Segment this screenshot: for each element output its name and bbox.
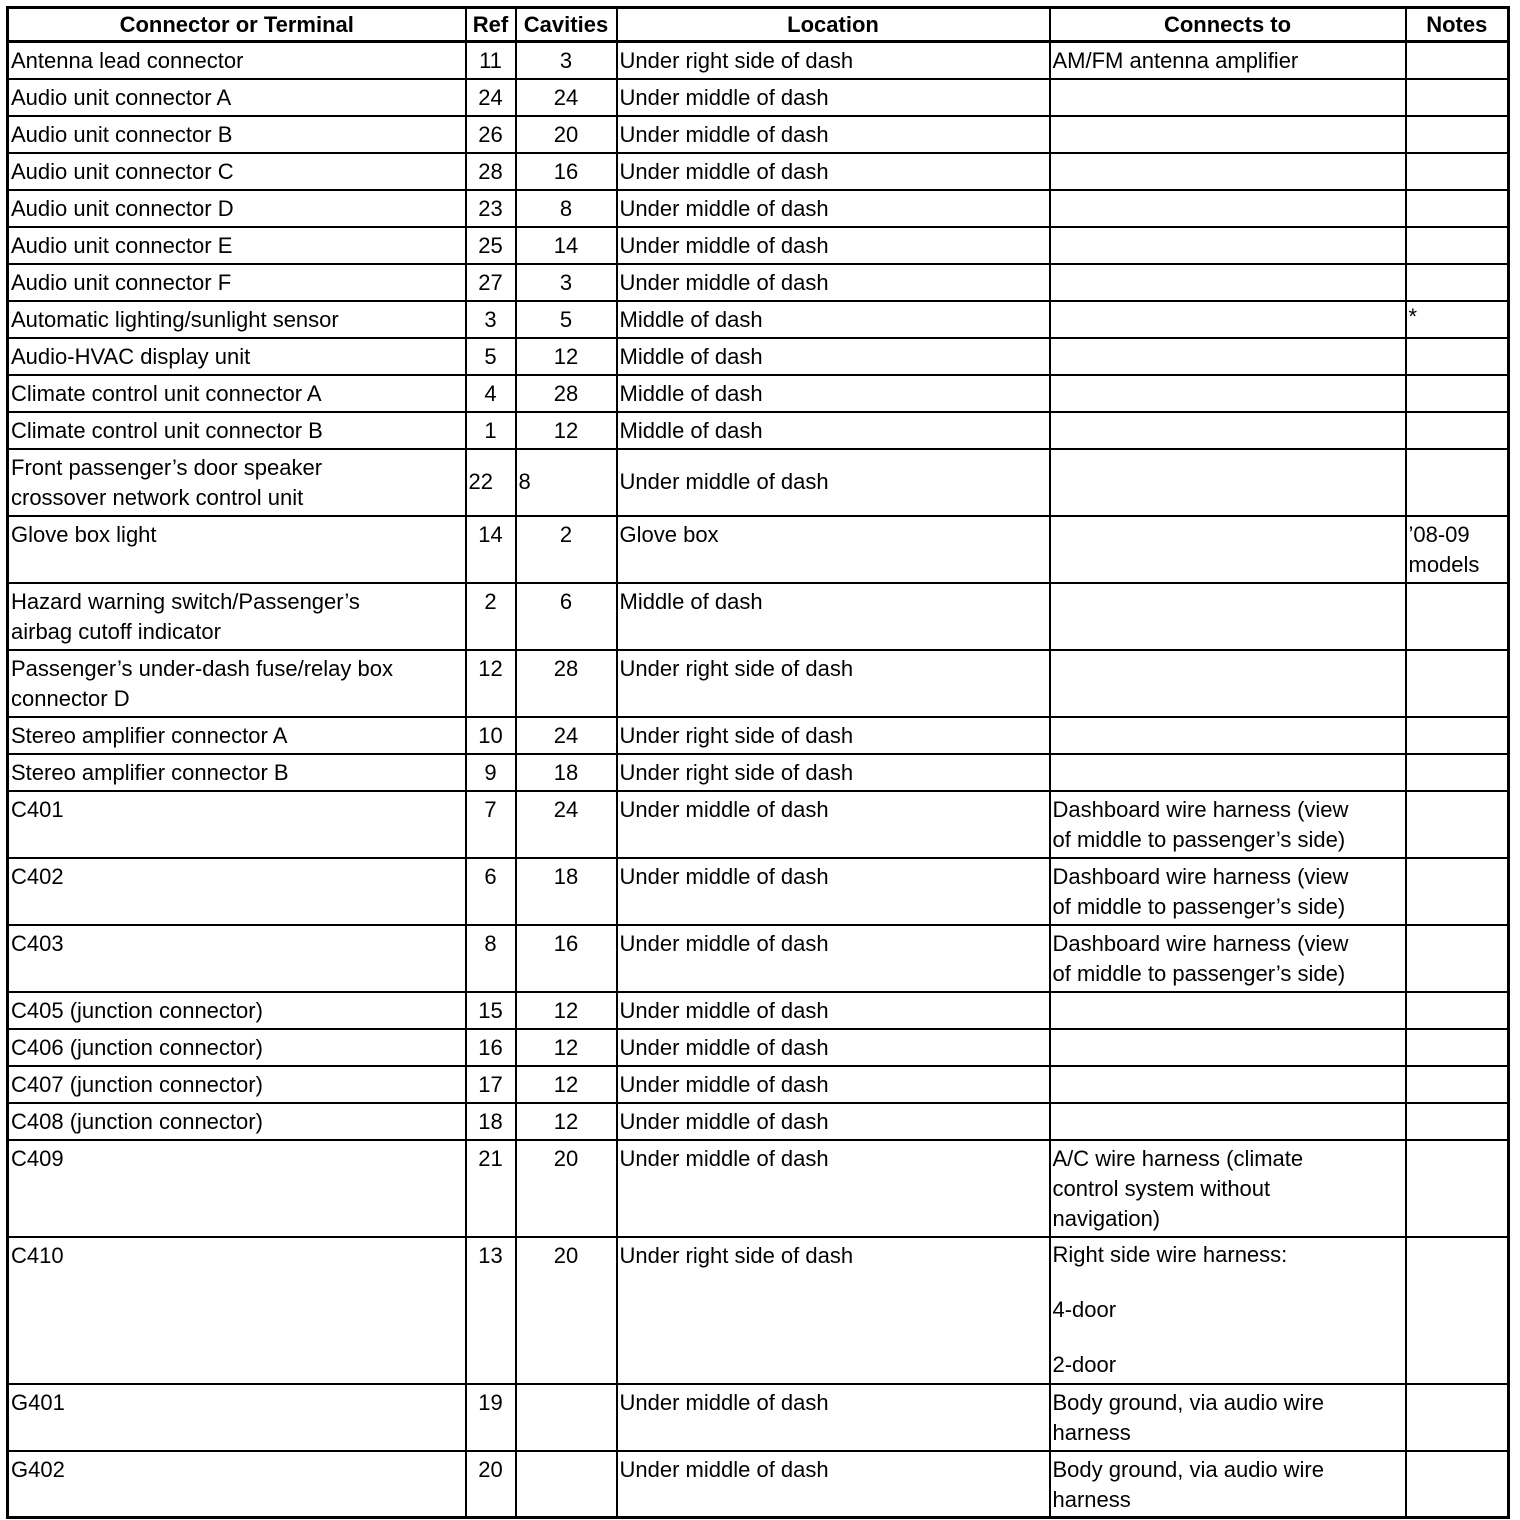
cell-location: Under middle of dash <box>617 1140 1050 1237</box>
cell-connector: Glove box light <box>8 516 466 583</box>
cell-connects-to <box>1050 754 1406 791</box>
cell-location: Under right side of dash <box>617 754 1050 791</box>
table-row <box>8 116 1509 153</box>
cell-cavities: 20 <box>516 1237 617 1384</box>
cell-connector: C410 <box>8 1237 466 1384</box>
header-notes: Notes <box>1406 8 1509 42</box>
cell-notes: ’08-09 models <box>1406 516 1509 583</box>
cell-notes <box>1406 992 1509 1029</box>
cell-notes <box>1406 153 1509 190</box>
table-row <box>8 858 1509 925</box>
table-header <box>8 8 1509 42</box>
cell-ref: 24 <box>466 79 516 116</box>
cell-location: Under middle of dash <box>617 1451 1050 1518</box>
cell-location: Under middle of dash <box>617 116 1050 153</box>
cell-connects-to: Dashboard wire harness (view of middle to passenger’s side) <box>1050 925 1406 992</box>
cell-cavities: 12 <box>516 338 617 375</box>
cell-location: Under right side of dash <box>617 650 1050 717</box>
cell-connector: Climate control unit connector B <box>8 412 466 449</box>
cell-connector: C408 (junction connector) <box>8 1103 466 1140</box>
cell-connector: C407 (junction connector) <box>8 1066 466 1103</box>
cell-connects-to <box>1050 650 1406 717</box>
cell-notes <box>1406 190 1509 227</box>
cell-location: Under middle of dash <box>617 264 1050 301</box>
cell-notes <box>1406 375 1509 412</box>
cell-cavities: 12 <box>516 1103 617 1140</box>
cell-cavities: 16 <box>516 153 617 190</box>
cell-connector: Audio-HVAC display unit <box>8 338 466 375</box>
cell-connects-to <box>1050 79 1406 116</box>
cell-ref: 19 <box>466 1384 516 1451</box>
cell-cavities: 18 <box>516 754 617 791</box>
cell-connects-to <box>1050 375 1406 412</box>
cell-location: Middle of dash <box>617 301 1050 338</box>
cell-cavities: 24 <box>516 717 617 754</box>
cell-connects-to: Dashboard wire harness (view of middle to passenger’s side) <box>1050 858 1406 925</box>
cell-ref: 3 <box>466 301 516 338</box>
cell-cavities: 8 <box>516 449 617 516</box>
cell-location: Middle of dash <box>617 338 1050 375</box>
table-body <box>8 42 1509 1518</box>
connector-table <box>6 6 1510 1519</box>
cell-location: Under middle of dash <box>617 1103 1050 1140</box>
cell-cavities: 24 <box>516 791 617 858</box>
table-row <box>8 754 1509 791</box>
table-row <box>8 1029 1509 1066</box>
header-connector: Connector or Terminal <box>8 8 466 42</box>
cell-notes <box>1406 338 1509 375</box>
cell-cavities: 28 <box>516 650 617 717</box>
cell-ref: 15 <box>466 992 516 1029</box>
table-row <box>8 227 1509 264</box>
cell-connects-to <box>1050 338 1406 375</box>
cell-notes <box>1406 754 1509 791</box>
cell-ref: 25 <box>466 227 516 264</box>
cell-connector: Audio unit connector D <box>8 190 466 227</box>
cell-cavities: 28 <box>516 375 617 412</box>
cell-ref: 21 <box>466 1140 516 1237</box>
cell-cavities: 6 <box>516 583 617 650</box>
cell-cavities: 12 <box>516 1066 617 1103</box>
cell-ref: 4 <box>466 375 516 412</box>
cell-connector: Stereo amplifier connector B <box>8 754 466 791</box>
cell-connects-to: A/C wire harness (climate control system without navigation) <box>1050 1140 1406 1237</box>
cell-location: Under middle of dash <box>617 227 1050 264</box>
cell-connects-to: Right side wire harness: 4-door 2-door <box>1050 1237 1406 1384</box>
cell-cavities <box>516 1451 617 1518</box>
cell-connects-to <box>1050 449 1406 516</box>
cell-connector: C402 <box>8 858 466 925</box>
cell-connector: Audio unit connector C <box>8 153 466 190</box>
cell-ref: 23 <box>466 190 516 227</box>
cell-connects-to <box>1050 583 1406 650</box>
cell-connects-to <box>1050 412 1406 449</box>
cell-ref: 1 <box>466 412 516 449</box>
cell-cavities: 8 <box>516 190 617 227</box>
cell-location: Middle of dash <box>617 375 1050 412</box>
table-row <box>8 375 1509 412</box>
cell-connects-to <box>1050 516 1406 583</box>
cell-notes: * <box>1406 301 1509 338</box>
table-row <box>8 1066 1509 1103</box>
table-row <box>8 338 1509 375</box>
cell-location: Under middle of dash <box>617 1066 1050 1103</box>
cell-ref: 7 <box>466 791 516 858</box>
cell-ref: 13 <box>466 1237 516 1384</box>
cell-notes <box>1406 791 1509 858</box>
cell-notes <box>1406 1140 1509 1237</box>
cell-connector: C403 <box>8 925 466 992</box>
cell-location: Middle of dash <box>617 412 1050 449</box>
cell-cavities: 3 <box>516 42 617 79</box>
table-row <box>8 1237 1509 1384</box>
cell-connector: Hazard warning switch/Passenger’s airbag cutoff indicator <box>8 583 466 650</box>
cell-notes <box>1406 42 1509 79</box>
cell-ref: 28 <box>466 153 516 190</box>
cell-connector: Climate control unit connector A <box>8 375 466 412</box>
cell-location: Under right side of dash <box>617 42 1050 79</box>
cell-notes <box>1406 79 1509 116</box>
cell-notes <box>1406 1237 1509 1384</box>
table-row <box>8 301 1509 338</box>
cell-notes <box>1406 858 1509 925</box>
cell-cavities: 16 <box>516 925 617 992</box>
cell-connector: G402 <box>8 1451 466 1518</box>
cell-connects-to <box>1050 116 1406 153</box>
table-row <box>8 717 1509 754</box>
cell-notes <box>1406 1066 1509 1103</box>
cell-connects-to <box>1050 1029 1406 1066</box>
cell-ref: 22 <box>466 449 516 516</box>
cell-location: Under right side of dash <box>617 717 1050 754</box>
cell-ref: 18 <box>466 1103 516 1140</box>
cell-notes <box>1406 717 1509 754</box>
cell-cavities: 2 <box>516 516 617 583</box>
cell-connects-to <box>1050 190 1406 227</box>
cell-notes <box>1406 650 1509 717</box>
cell-connector: Passenger’s under-dash fuse/relay box connector D <box>8 650 466 717</box>
cell-location: Under middle of dash <box>617 449 1050 516</box>
cell-connector: Audio unit connector E <box>8 227 466 264</box>
table-row <box>8 791 1509 858</box>
cell-connects-to <box>1050 1066 1406 1103</box>
table-row <box>8 42 1509 79</box>
cell-connector: Front passenger’s door speaker crossover network control unit <box>8 449 466 516</box>
header-ref: Ref <box>466 8 516 42</box>
cell-ref: 14 <box>466 516 516 583</box>
cell-connector: Automatic lighting/sunlight sensor <box>8 301 466 338</box>
cell-notes <box>1406 412 1509 449</box>
table-row <box>8 1103 1509 1140</box>
cell-ref: 2 <box>466 583 516 650</box>
table-row <box>8 449 1509 516</box>
cell-connects-to <box>1050 264 1406 301</box>
cell-ref: 8 <box>466 925 516 992</box>
cell-connector: Audio unit connector F <box>8 264 466 301</box>
cell-connector: C405 (junction connector) <box>8 992 466 1029</box>
cell-location: Under middle of dash <box>617 925 1050 992</box>
cell-location: Under middle of dash <box>617 791 1050 858</box>
cell-ref: 12 <box>466 650 516 717</box>
table-row <box>8 190 1509 227</box>
cell-connects-to <box>1050 1103 1406 1140</box>
cell-cavities: 12 <box>516 1029 617 1066</box>
cell-ref: 9 <box>466 754 516 791</box>
cell-location: Glove box <box>617 516 1050 583</box>
header-cavities: Cavities <box>516 8 617 42</box>
header-row <box>8 8 1509 42</box>
table-row <box>8 1451 1509 1518</box>
table-row <box>8 583 1509 650</box>
cell-connects-to: Dashboard wire harness (view of middle to passenger’s side) <box>1050 791 1406 858</box>
cell-notes <box>1406 227 1509 264</box>
cell-ref: 17 <box>466 1066 516 1103</box>
cell-connector: Audio unit connector B <box>8 116 466 153</box>
cell-ref: 27 <box>466 264 516 301</box>
table-row <box>8 992 1509 1029</box>
cell-location: Under middle of dash <box>617 992 1050 1029</box>
header-connects-to: Connects to <box>1050 8 1406 42</box>
cell-cavities: 24 <box>516 79 617 116</box>
cell-notes <box>1406 1451 1509 1518</box>
cell-ref: 6 <box>466 858 516 925</box>
cell-location: Under right side of dash <box>617 1237 1050 1384</box>
cell-connects-to <box>1050 992 1406 1029</box>
cell-cavities: 20 <box>516 116 617 153</box>
cell-ref: 11 <box>466 42 516 79</box>
cell-connects-to: AM/FM antenna amplifier <box>1050 42 1406 79</box>
cell-location: Under middle of dash <box>617 153 1050 190</box>
cell-connects-to: Body ground, via audio wire harness <box>1050 1384 1406 1451</box>
table-row <box>8 412 1509 449</box>
cell-cavities: 12 <box>516 412 617 449</box>
table-row <box>8 516 1509 583</box>
cell-notes <box>1406 1384 1509 1451</box>
cell-location: Under middle of dash <box>617 190 1050 227</box>
table-row <box>8 650 1509 717</box>
cell-location: Under middle of dash <box>617 1384 1050 1451</box>
cell-notes <box>1406 1103 1509 1140</box>
header-location: Location <box>617 8 1050 42</box>
cell-cavities: 12 <box>516 992 617 1029</box>
cell-notes <box>1406 1029 1509 1066</box>
cell-connector: Antenna lead connector <box>8 42 466 79</box>
cell-connects-to: Body ground, via audio wire harness <box>1050 1451 1406 1518</box>
cell-ref: 26 <box>466 116 516 153</box>
cell-cavities: 18 <box>516 858 617 925</box>
cell-notes <box>1406 264 1509 301</box>
cell-cavities: 5 <box>516 301 617 338</box>
cell-connector: C406 (junction connector) <box>8 1029 466 1066</box>
cell-connector: G401 <box>8 1384 466 1451</box>
cell-notes <box>1406 449 1509 516</box>
cell-cavities: 20 <box>516 1140 617 1237</box>
cell-notes <box>1406 116 1509 153</box>
cell-connects-to <box>1050 301 1406 338</box>
table-row <box>8 79 1509 116</box>
cell-location: Under middle of dash <box>617 79 1050 116</box>
cell-notes <box>1406 583 1509 650</box>
cell-ref: 5 <box>466 338 516 375</box>
cell-notes <box>1406 925 1509 992</box>
cell-cavities: 3 <box>516 264 617 301</box>
table-row <box>8 264 1509 301</box>
cell-ref: 10 <box>466 717 516 754</box>
cell-connector: Stereo amplifier connector A <box>8 717 466 754</box>
table-row <box>8 1140 1509 1237</box>
cell-location: Under middle of dash <box>617 858 1050 925</box>
cell-connects-to <box>1050 153 1406 190</box>
table-row <box>8 925 1509 992</box>
cell-location: Under middle of dash <box>617 1029 1050 1066</box>
cell-connector: Audio unit connector A <box>8 79 466 116</box>
cell-connects-to <box>1050 227 1406 264</box>
cell-ref: 16 <box>466 1029 516 1066</box>
table-row <box>8 153 1509 190</box>
cell-connects-to <box>1050 717 1406 754</box>
cell-connector: C409 <box>8 1140 466 1237</box>
cell-cavities: 14 <box>516 227 617 264</box>
cell-cavities <box>516 1384 617 1451</box>
table-row <box>8 1384 1509 1451</box>
cell-location: Middle of dash <box>617 583 1050 650</box>
cell-connector: C401 <box>8 791 466 858</box>
cell-ref: 20 <box>466 1451 516 1518</box>
